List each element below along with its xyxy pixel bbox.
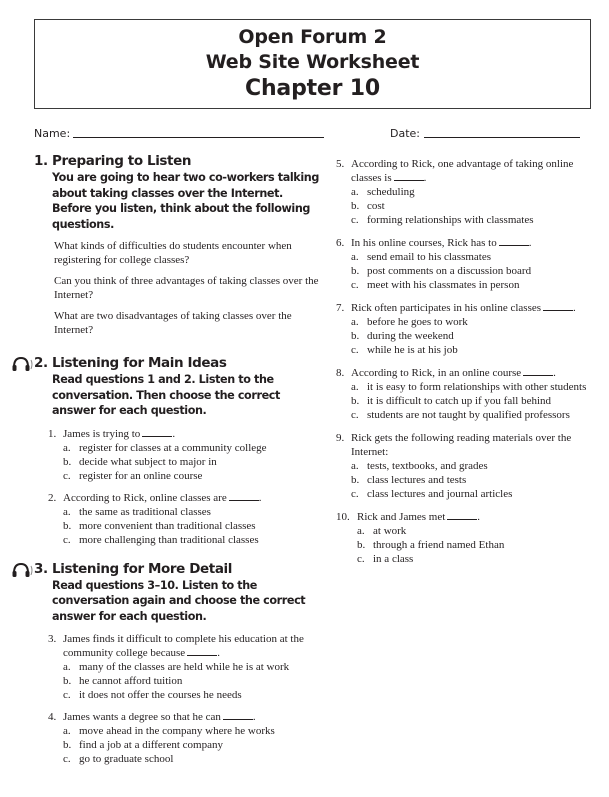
option-letter: c. [63,533,71,546]
option-letter: b. [351,200,360,212]
question-number: 6. [336,237,345,249]
book-title: Open Forum 2 [238,26,387,48]
section-2-heading: 2. Listening for Main Ideas [34,355,227,371]
option-text: cost [367,200,385,212]
date-field[interactable] [424,137,580,138]
answer-option [351,213,606,227]
answer-option [351,408,606,422]
answer-option [357,538,606,552]
answer-option [63,533,324,547]
option-text: register for an online course [79,469,203,482]
blank-period: . [258,491,262,504]
answer-option [357,552,606,566]
option-text: many of the classes are held while he is at work [79,661,290,673]
option-letter: a. [63,661,71,673]
answer-option [351,394,606,408]
question-number: 10. [336,511,350,523]
option-text: scheduling [367,186,415,198]
option-letter: c. [351,488,359,500]
option-letter: a. [351,251,359,263]
question-stem [357,510,606,524]
question-stem [351,366,606,380]
option-letter: b. [351,265,360,277]
section-spacer [34,547,324,561]
option-letter: c. [351,279,359,291]
name-field[interactable] [73,137,324,138]
question-10 [336,510,606,566]
option-letter: b. [63,675,72,687]
blank-period: . [528,237,532,249]
option-text: at work [373,525,407,537]
section-spacer [34,337,324,355]
prompt-1: What kinds of difficulties do students encounter when registering for college classes? [54,240,292,266]
option-letter: c. [351,344,359,356]
option-text: during the weekend [367,330,454,342]
option-text: forming relationships with classmates [367,214,534,226]
answer-option [63,674,324,688]
section-3-heading: 3. Listening for More Detail [34,560,233,577]
option-letter: a. [351,186,359,198]
option-letter: b. [63,519,72,532]
question-8 [336,366,606,422]
question-6 [336,236,606,292]
option-text: class lectures and journal articles [367,488,513,500]
option-text: more convenient than traditional classes [79,519,256,532]
blank-period: . [423,172,427,184]
answer-option [63,441,324,455]
option-text: more challenging than traditional classes [79,533,259,546]
section-3-instructions: Read questions 3–10. Listen to the conversation again and choose the correct answer for each question. [52,578,306,623]
option-text: post comments on a discussion board [367,265,532,277]
option-letter: a. [351,460,359,472]
option-text: decide what subject to major in [79,455,217,468]
question-number: 2. [48,491,57,504]
answer-blank [543,302,573,311]
headphones-icon [12,562,34,578]
option-text: it is difficult to catch up if you fall behind [367,395,552,407]
answer-blank [187,647,217,656]
answer-option [351,487,606,501]
question-9 [336,431,606,501]
question-text: According to Rick, one advantage of taking online classes is [351,158,574,184]
answer-option [63,455,324,469]
question-text: Rick gets the following reading materials over the Internet: [351,432,572,458]
answer-option [351,315,606,329]
question-text: Rick and James met [357,511,446,523]
question-number: 1. [48,427,57,440]
option-letter: a. [351,381,359,393]
question-text: In his online courses, Rick has to [351,237,497,249]
answer-option [351,278,606,292]
option-letter: a. [351,316,359,328]
answer-option [63,505,324,519]
option-letter: c. [351,409,359,421]
option-text: send email to his classmates [367,251,492,263]
question-stem [63,427,324,441]
answer-option [351,264,606,278]
prompt-2: Can you think of three advantages of taking classes over the Internet? [54,275,319,301]
option-letter: c. [63,689,71,701]
answer-blank [394,172,424,181]
worksheet-title: Web Site Worksheet [205,51,420,73]
option-text: go to graduate school [79,753,174,765]
answer-option [351,459,606,473]
option-text: move ahead in the company where he works [79,725,275,737]
answer-option [63,724,324,738]
option-letter: b. [357,539,366,551]
prompt-3: What are two disadvantages of taking classes over the Internet? [54,310,292,336]
question-stem [351,431,606,459]
question-2 [48,491,324,547]
answer-blank [447,511,477,520]
answer-blank [523,367,553,376]
option-letter: b. [351,330,360,342]
option-letter: a. [63,441,71,454]
option-text: register for classes at a community college [79,441,267,454]
section-2-instructions: Read questions 1 and 2. Listen to the conversation. Then choose the correct answer for each question. [52,373,280,417]
left-column [34,153,324,766]
question-text: James finds it difficult to complete his education at the community college because [63,633,304,659]
right-column [336,157,606,566]
answer-option [63,752,324,766]
blank-period: . [252,711,256,723]
answer-option [63,660,324,674]
option-text: he cannot afford tuition [79,675,183,687]
answer-option [351,329,606,343]
answer-option [63,688,324,702]
blank-period: . [477,511,481,523]
section-1 [34,153,324,337]
date-label: Date: [390,127,420,140]
option-text: through a friend named Ethan [373,539,505,551]
answer-option [351,343,606,357]
section-2-heading-row [34,355,324,372]
answer-option [351,473,606,487]
answer-option [351,380,606,394]
question-5 [336,157,606,227]
option-text: meet with his classmates in person [367,279,520,291]
answer-option [351,250,606,264]
question-number: 9. [336,432,345,444]
option-letter: c. [357,553,365,565]
question-stem [63,632,324,660]
question-text: According to Rick, online classes are [63,491,227,504]
section-3 [34,561,324,767]
option-letter: b. [63,739,72,751]
option-letter: c. [63,753,71,765]
answer-option [357,524,606,538]
option-text: while he is at his job [367,344,458,356]
blank-period: . [217,647,220,659]
question-stem [351,236,606,250]
question-text: James is trying to [63,427,141,440]
blank-period: . [553,367,556,379]
question-number: 4. [48,711,57,723]
option-text: the same as traditional classes [79,505,211,518]
answer-blank [142,428,172,437]
answer-option [63,738,324,752]
section-3-heading-row [34,561,324,578]
question-text: According to Rick, in an online course [351,367,522,379]
option-text: students are not taught by qualified professors [367,409,570,421]
question-number: 7. [336,302,345,314]
question-stem [63,710,324,724]
option-text: before he goes to work [367,316,468,328]
answer-option [63,519,324,533]
option-letter: c. [63,469,71,482]
question-stem [63,491,324,505]
option-letter: a. [63,505,71,518]
answer-option [63,469,324,483]
question-text: Rick often participates in his online classes [351,302,542,314]
option-text: in a class [373,553,414,565]
option-letter: a. [63,725,71,737]
answer-option [351,199,606,213]
blank-period: . [172,427,176,440]
chapter-title: Chapter 10 [245,76,380,101]
answer-option [351,185,606,199]
section-2 [34,355,324,547]
option-text: class lectures and tests [367,474,467,486]
answer-blank [229,492,259,501]
option-text: it is easy to form relationships with other students [367,381,587,393]
question-1 [48,427,324,483]
worksheet-title-box [34,19,591,109]
answer-blank [499,237,529,246]
question-number: 5. [336,158,345,170]
blank-period: . [573,302,576,314]
question-number: 8. [336,367,345,379]
question-number: 3. [48,633,57,645]
question-stem [351,157,606,185]
name-label: Name: [34,127,71,140]
section-1-heading: 1. Preparing to Listen [34,153,192,169]
headphones-icon [12,356,34,372]
option-text: tests, textbooks, and grades [367,460,488,472]
question-3 [48,632,324,702]
option-text: find a job at a different company [79,739,223,751]
section-1-instructions: You are going to hear two co-workers talking about taking classes over the Internet. Before you listen, think about the following questions. [52,171,319,231]
option-letter: b. [63,455,72,468]
question-text: James wants a degree so that he can [63,711,221,723]
question-stem [351,301,606,315]
option-letter: c. [351,214,359,226]
question-7 [336,301,606,357]
option-letter: a. [357,525,365,537]
option-letter: b. [351,395,360,407]
question-4 [48,710,324,766]
answer-blank [223,711,253,720]
option-letter: b. [351,474,360,486]
option-text: it does not offer the courses he needs [79,689,242,701]
